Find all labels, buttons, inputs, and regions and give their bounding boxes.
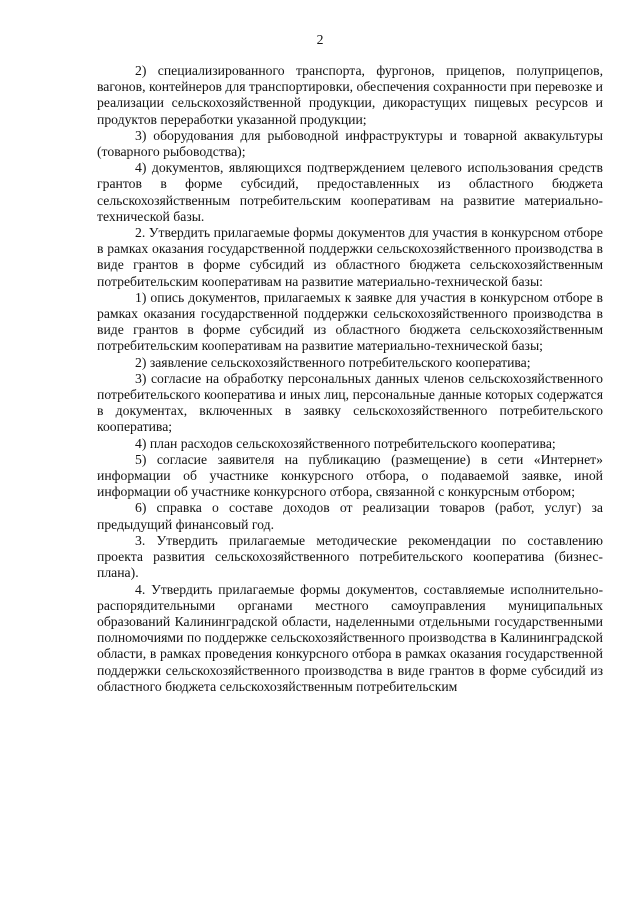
paragraph-clause-3: 3. Утвердить прилагаемые методические рекомендации по составлению проекта развития сельскохозяйственного потребительского кооператива (бизнес-плана).	[97, 532, 603, 581]
document-body	[97, 63, 603, 695]
paragraph-clause-2-item-4: 4) план расходов сельскохозяйственного потребительского кооператива;	[135, 435, 556, 451]
paragraph-clause-4: 4. Утвердить прилагаемые формы документов, составляемые исполнительно-распорядительными органами местного самоуправления муниципальных образований Калининградской области, наделенными отдельными государственными полномочиями по поддержке сельскохозяйственного производства в Калининградской области, в рамках проведения конкурсного отбора в рамках оказания государственной поддержки сельскохозяйственного производства в виде грантов в форме субсидий из областного бюджета сельскохозяйственным потребительским	[97, 581, 603, 694]
paragraph-clause-2: 2. Утвердить прилагаемые формы документов для участия в конкурсном отборе в рамках оказания государственной поддержки сельскохозяйственного производства в виде грантов в форме субсидий из областного бюджета сельскохозяйственным потребительским кооперативам на развитие материально-технической базы:	[97, 225, 603, 289]
paragraph-item-3-aquaculture: 3) оборудования для рыбоводной инфраструктуры и товарной аквакультуры (товарного рыбоводства);	[97, 127, 603, 160]
paragraph-clause-2-item-6: 6) справка о составе доходов от реализации товаров (работ, услуг) за предыдущий финансовый год.	[97, 500, 603, 532]
paragraph-clause-2-item-5: 5) согласие заявителя на публикацию (размещение) в сети «Интернет» информации об участнике конкурсного отбора, о подаваемой заявке, иной информации об участнике конкурсного отбора, связанной с конкурсным отбором;	[97, 451, 603, 500]
paragraph-clause-2-item-2: 2) заявление сельскохозяйственного потребительского кооператива;	[135, 354, 531, 370]
paragraph-item-2-transport: 2) специализированного транспорта, фургонов, прицепов, полуприцепов, вагонов, контейнеров для транспортировки, обеспечения сохранности при перевозке и реализации сельскохозяйственной продукции, дикорастущих пищевых ресурсов и продуктов переработки указанной продукции;	[97, 63, 603, 127]
paragraph-clause-2-item-1: 1) опись документов, прилагаемых к заявке для участия в конкурсном отборе в рамках оказания государственной поддержки сельскохозяйственного производства в виде грантов в форме субсидий из областного бюджета сельскохозяйственным потребительским кооперативам на развитие материально-технической базы;	[97, 289, 603, 354]
paragraph-clause-2-item-3: 3) согласие на обработку персональных данных членов сельскохозяйственного потребительского кооператива и иных лиц, персональные данные которых содержатся в документах, включенных в заявку сельскохозяйственного потребительского кооператива;	[97, 370, 603, 435]
page-number: 2	[316, 32, 324, 47]
paragraph-item-4-documents: 4) документов, являющихся подтверждением целевого использования средств грантов в форме субсидий, предоставленных из областного бюджета сельскохозяйственным потребительским кооперативам на развитие материально-технической базы.	[97, 160, 603, 224]
